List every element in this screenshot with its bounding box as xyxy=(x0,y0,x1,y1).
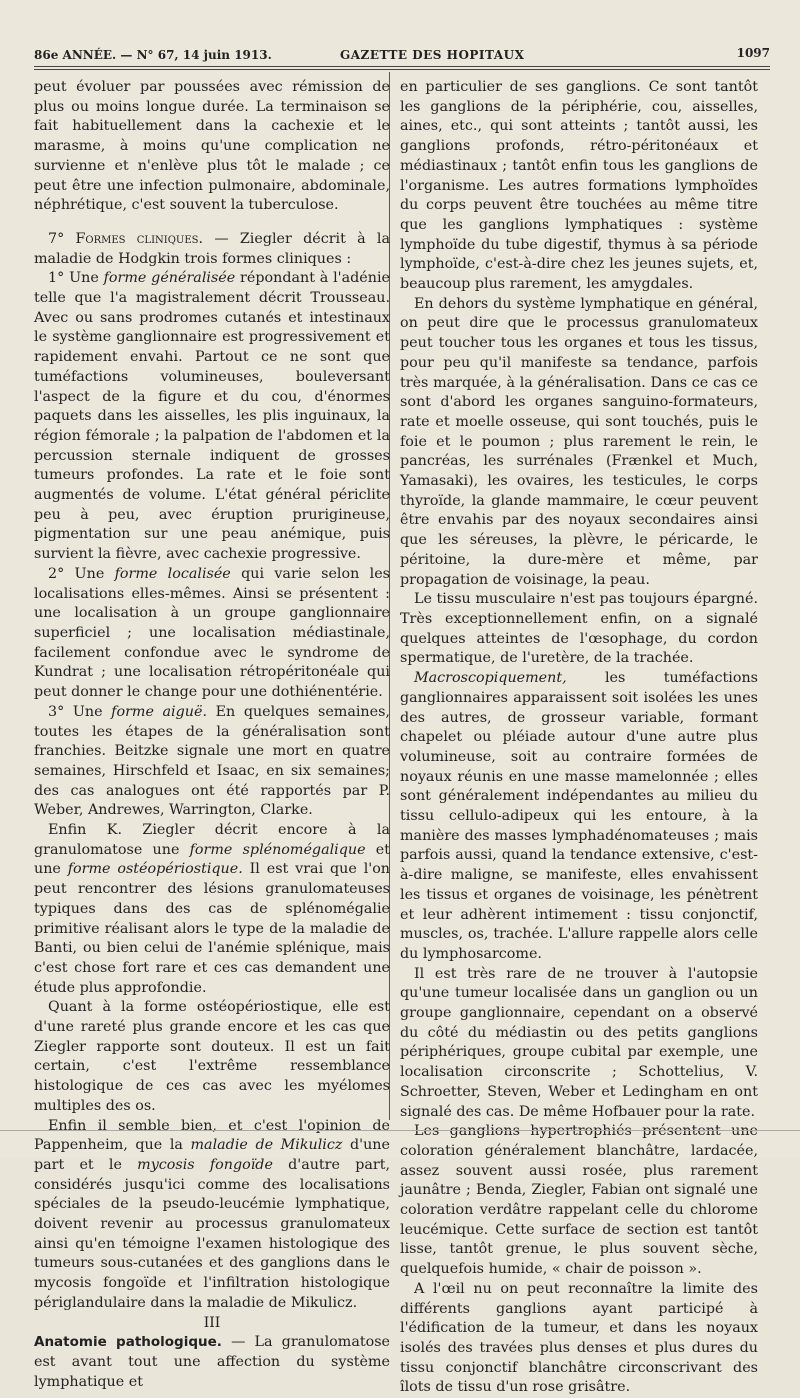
paragraph: Quant à la forme ostéopériostique, elle est d'une rareté plus grande encore et les cas que Ziegler rapporte sont douteux. Il est un fait certain, c'est l'extrême ressemblance histologique de ces cas avec les myélomes multiples des os. xyxy=(34,999,390,1114)
paragraph-mikulicz: Enfin il semble bien, et c'est l'opinion de Pappenheim, que la maladie de Mikulicz d'une part et le mycosis fongoïde d'autre part, considérés jusqu'ici comme des localisations spéciales de la pseudo-leucémie lymphatique, doivent revenir au processus granulomateux ainsi qu'en témoigne l'examen histologique des tumeurs sous-cutanées et des ganglions dans le mycosis fongoïde et l'infiltration histologique périglandulaire dans la maladie de Mikulicz. xyxy=(34,1117,390,1311)
paragraph-pathology: Anatomie pathologique. — La granulomatose est avant tout une affection du système lymphatique et xyxy=(34,1334,390,1390)
page-number: 1097 xyxy=(736,46,770,60)
left-column xyxy=(34,78,390,1392)
paragraph: Il est très rare de ne trouver à l'autopsie qu'une tumeur localisée dans un ganglion ou un groupe ganglionnaire, cependant on a observé du côté du médiastin ou des petits ganglions périphériques, groupe cubital par exemple, une localisation circonscrite ; Schottelius, V. Schroetter, Steven, Weber et Ledingham en ont signalé des cas. De même Hofbauer pour la rate. xyxy=(400,965,758,1120)
page-header xyxy=(34,42,770,68)
paragraph-clinical-forms: 7° Formes cliniques. — Ziegler décrit à la maladie de Hodgkin trois formes cliniques : xyxy=(34,230,390,267)
journal-title: GAZETTE DES HOPITAUX xyxy=(340,48,525,62)
section-label: 7° Formes cliniques. xyxy=(48,230,204,247)
paragraph: En dehors du système lymphatique en général, on peut dire que le processus granulomateux peut toucher tous les organes et tous les tissus, pour peu qu'il manifeste sa tendance, parfois très marquée, à la généralisation. Dans ce cas ce sont d'abord les organes sanguino-formateurs, rate et moelle osseuse, qui sont touchés, puis le foie et le poumon ; plus rarement le rein, le pancréas, les surrénales (Frænkel et Much, Yamasaki), les ovaires, les testicules, le corps thyroïde, la glande mammaire, le cœur peuvent être envahis par des noyaux secondaires ainsi que les séreuses, la plèvre, le péricarde, le péritoine, la dure-mère et même, par propagation de voisinage, la peau. xyxy=(400,295,758,588)
right-column xyxy=(400,78,758,1398)
paragraph-localized-form: 2° Une forme localisée qui varie selon les localisations elles-mêmes. Ainsi se présentent : une localisation à un groupe ganglionnaire superficiel ; une localisation médiastinale, facilement confondue avec le syndrome de Kundrat ; une localisation rétropéritonéale qui peut donner le change pour une dothiénentérie. xyxy=(34,565,390,701)
header-rule xyxy=(34,66,770,70)
paragraph: Les ganglions hypertrophiés présentent une coloration généralement blanchâtre, lardacée, assez souvent aussi rosée, plus rarement jaunâtre ; Benda, Ziegler, Fabian ont signalé une coloration verdâtre rappelant celle du chlorome leucémique. Cette surface de section est tantôt lisse, tantôt grenue, le plus souvent sèche, quelquefois humide, « chair de poisson ». xyxy=(400,1123,758,1278)
paragraph: Le tissu musculaire n'est pas toujours épargné. Très exceptionnellement enfin, on a signalé quelques atteintes de l'œsophage, du cordon spermatique, de l'uretère, de la trachée. xyxy=(400,591,758,667)
section-heading: Anatomie pathologique. xyxy=(34,1334,222,1351)
paragraph-other-forms: Enfin K. Ziegler décrit encore à la granulomatose une forme splénomégalique et une forme ostéopériostique. Il est vrai que l'on peut rencontrer des lésions granulomateuses typiques dans des cas de splénomégalie primitive réalisant alors le type de la maladie de Banti, ou bien celui de l'anémie splénique, mais c'est chose fort rare et ces cas demandent une étude plus approfondie. xyxy=(34,822,391,996)
paragraph-acute-form: 3° Une forme aiguë. En quelques semaines, toutes les étapes de la généralisation sont franchies. Beitzke signale une mort en quatre semaines, Hirschfeld et Isaac, en six semaines; des cas analogues ont été rapportés par P. Weber, Andrewes, Warrington, Clarke. xyxy=(34,703,390,819)
issue-info: 86e ANNÉE. — N° 67, 14 juin 1913. xyxy=(34,48,272,62)
paragraph-macroscopic: Macroscopiquement, les tuméfactions ganglionnaires apparaissent soit isolées les unes des autres, de grosseur variable, formant chapelet ou pléiade autour d'une autre plus volumineuse, soit au contraire formées de noyaux réunis en une masse mamelonnée ; elles sont généralement indépendantes au milieu du tissu cellulo-adipeux qui les entoure, à la manière des masses lymphadénomateuses ; mais parfois aussi, quand la tendance extensive, c'est-à-dire maligne, se manifeste, elles envahissent les tissus et organes de voisinage, les pénètrent et leur adhèrent intimement : tissu conjonctif, muscles, os, trachée. L'allure rappelle alors celle du lymphosarcome. xyxy=(400,670,758,962)
paragraph: A l'œil nu on peut reconnaître la limite des différents ganglions ayant participé à l'édification de la tumeur, et dans les noyaux isolés des travées plus denses et plus dures du tissu conjonctif blanchâtre circonscrivant des îlots de tissu d'un rose grisâtre. xyxy=(400,1280,758,1396)
paragraph-generalized-form: 1° Une forme généralisée répondant à l'adénie telle que l'a magistralement décrit Trousseau. Avec ou sans prodromes cutanés et intestinaux le système ganglionnaire est progressivement et rapidement envahi. Partout ce ne sont que tuméfactions volumineuses, bouleversant l'aspect de la figure et du cou, d'énormes paquets dans les aisselles, les plis inguinaux, la région fémorale ; la palpation de l'abdomen et la percussion sternale indiquent de grosses tumeurs profondes. La rate et le foie sont augmentés de volume. L'état général périclite peu à peu, avec éruption prurigineuse, pigmentation sur une peau anémique, puis survient la fièvre, avec cachexie progressive. xyxy=(34,270,390,563)
page-bottom-edge xyxy=(0,1130,800,1134)
paragraph: peut évoluer par poussées avec rémission de plus ou moins longue durée. La terminaison se fait habituellement dans la cachexie et le marasme, à moins qu'une complication ne survienne et n'enlève plus tôt le malade ; ce peut être une infection pulmonaire, abdominale, néphrétique, c'est souvent la tuberculose. xyxy=(34,79,390,214)
section-number: III xyxy=(203,1314,221,1331)
paragraph: en particulier de ses ganglions. Ce sont tantôt les ganglions de la périphérie, cou, aisselles, aines, etc., qui sont atteints ; tantôt aussi, les ganglions profonds, rétro-péritonéaux et médiastinaux ; tantôt enfin tous les ganglions de l'organisme. Les autres formations lymphoïdes du corps peuvent être touchées au même titre que les ganglions lymphatiques : système lymphoïde du tube digestif, thymus à sa période lymphoïde, c'est-à-dire chez les jeunes sujets, et, beaucoup plus rarement, les amygdales. xyxy=(400,79,758,293)
